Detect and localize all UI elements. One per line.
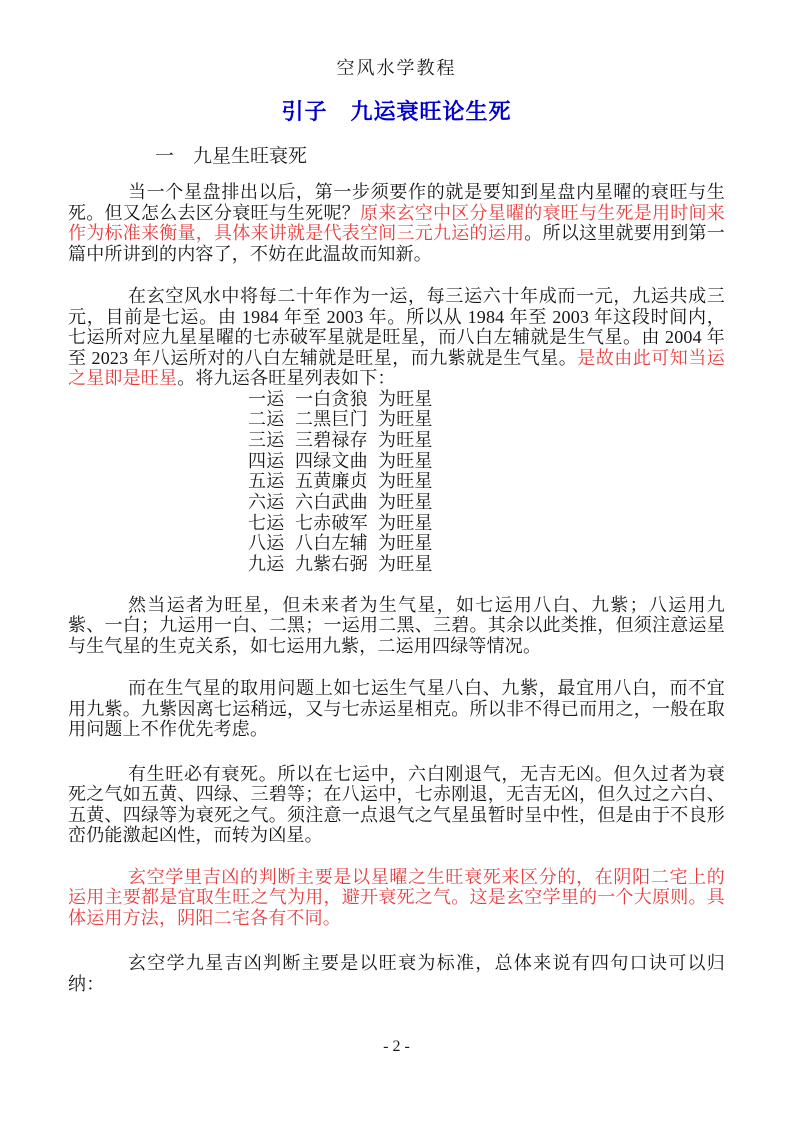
run-cell: 二运: [248, 409, 285, 430]
run-cell: 三运: [248, 429, 285, 450]
status-cell: 为旺星: [378, 388, 433, 409]
red-emphasis: 原来玄空中区分星曜的衰旺与生死是用时间来作为标准来衡量，具体来讲就是代表空间三元九运的运用: [68, 202, 726, 243]
table-row: [248, 513, 725, 534]
paragraph-principle-red: 玄空学里吉凶的判断主要是以星曜之生旺衰死来区分的，在阴阳二宅上的运用主要都是宜取生旺之气为用，避开衰死之气。这是玄空学里的一个大原则。具体运用方法，阴阳二宅各有不同。: [68, 866, 725, 928]
body-text: 在玄空风水中将每二十年作为一运，每三运六十年成而一元，九运共成三元，目前是七运。由 1984 年至 2003 年。所以从 1984 年至 2003 年这段时间内，七运所对应九星星曜的七赤破军星就是旺星，而八白左辅就是生气星。由 2004 年至 2023 年八运所对的八白左辅就是旺星，而九紫就是生气星。: [68, 286, 725, 368]
star-cell: 三碧禄存: [295, 429, 368, 450]
body-text: 。将九运各旺星列表如下：: [177, 368, 396, 388]
body-text: 当一个星盘排出以后，第一步须要作的就是要知到星盘内星曜的衰旺与生死。但又怎么去区分衰旺与生死呢？: [68, 182, 725, 223]
star-cell: 六白武曲: [295, 492, 368, 513]
table-row: [248, 492, 725, 513]
paragraph-closing: 玄空学九星吉凶判断主要是以旺衰为标准，总体来说有四句口诀可以归纳：: [68, 953, 725, 994]
body-text: 。所以这里就要用到第一篇中所讲到的内容了，不妨在此温故而知新。: [68, 223, 725, 264]
status-cell: 为旺星: [378, 554, 433, 575]
table-row: [248, 471, 725, 492]
status-cell: 为旺星: [378, 533, 433, 554]
run-cell: 四运: [248, 450, 285, 471]
run-cell: 八运: [248, 533, 285, 554]
star-cell: 四绿文曲: [295, 450, 368, 471]
status-cell: 为旺星: [378, 450, 433, 471]
status-cell: 为旺星: [378, 429, 433, 450]
table-row: [248, 409, 725, 430]
table-row: [248, 389, 725, 410]
run-cell: 七运: [248, 512, 285, 533]
table-row: [248, 451, 725, 472]
status-cell: 为旺星: [378, 492, 433, 513]
red-emphasis: 是故由此可知当运之星即是旺星: [68, 347, 725, 388]
section-heading: 一 九星生旺衰死: [155, 146, 308, 167]
paragraph-shengqi-stars: 然当运者为旺星，但未来者为生气星，如七运用八白、九紫；八运用九紫、一白；九运用一白、二黑；一运用二黑、三碧。其余以此类推，但须注意运星与生气星的生克关系，如七运用九紫，二运用四绿等情况。: [68, 594, 725, 656]
table-row: [248, 554, 725, 575]
star-cell: 二黑巨门: [295, 409, 368, 430]
star-table: [68, 389, 725, 575]
status-cell: 为旺星: [378, 471, 433, 492]
paragraph-usage: 而在生气星的取用问题上如七运生气星八白、九紫，最宜用八白，而不宜用九紫。九紫因离七运稍远，又与七赤运星相克。所以非不得已而用之，一般在取用问题上不作优先考虑。: [68, 678, 725, 740]
paragraph-periods: [68, 286, 725, 389]
paragraph-decline: 有生旺必有衰死。所以在七运中，六白刚退气，无吉无凶。但久过者为衰死之气如五黄、四绿、三碧等；在八运中，七赤刚退，无吉无凶，但久过之六白、五黄、四绿等为衰死之气。须注意一点退气之气星虽暂时呈中性，但是由于不良形峦仍能激起凶性，而转为凶星。: [68, 763, 725, 846]
page-number: - 2 -: [383, 1038, 410, 1056]
paragraph-intro: [68, 182, 725, 264]
status-cell: 为旺星: [378, 409, 433, 430]
run-cell: 九运: [248, 554, 285, 575]
document-title: 空风水学教程: [336, 58, 457, 78]
star-cell: 八白左辅: [295, 533, 368, 554]
run-cell: 一运: [248, 388, 285, 409]
table-row: [248, 430, 725, 451]
star-cell: 九紫右弼: [295, 554, 368, 575]
run-cell: 六运: [248, 492, 285, 513]
run-cell: 五运: [248, 471, 285, 492]
star-cell: 一白贪狼: [295, 388, 368, 409]
chapter-heading: 引子 九运衰旺论生死: [281, 99, 512, 124]
star-cell: 五黄廉贞: [295, 471, 368, 492]
table-row: [248, 533, 725, 554]
star-cell: 七赤破军: [295, 512, 368, 533]
status-cell: 为旺星: [378, 512, 433, 533]
